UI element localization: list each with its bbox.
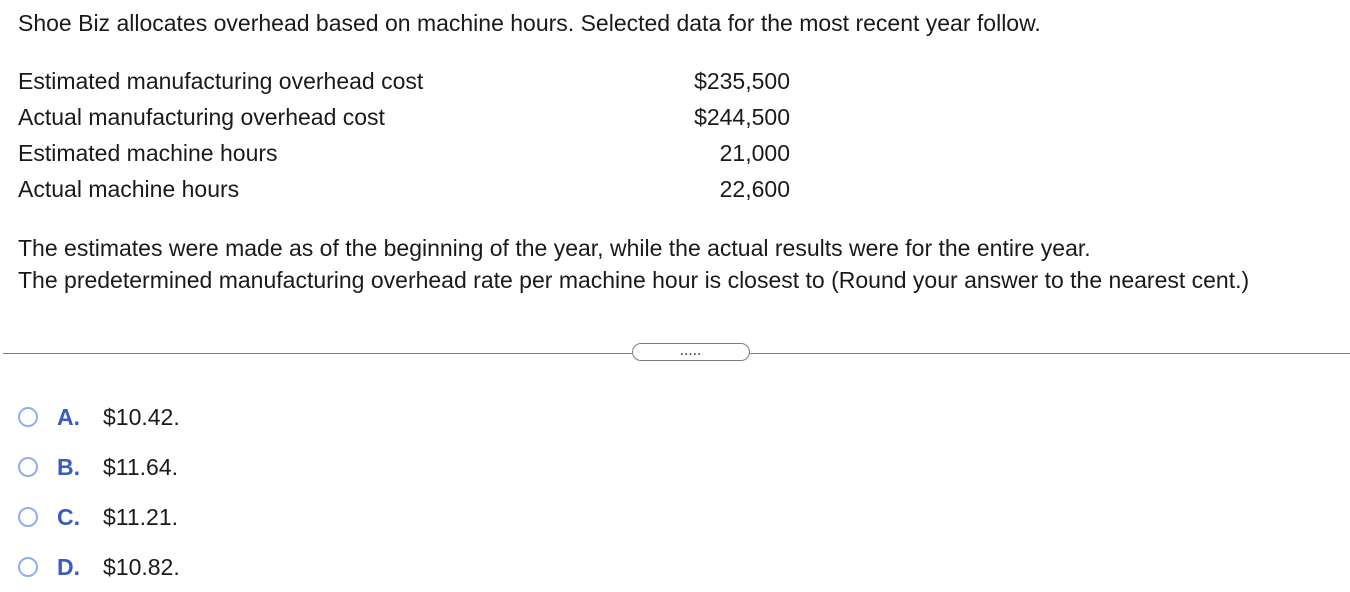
option-text: $10.42. bbox=[103, 403, 180, 430]
option-text: $11.64. bbox=[103, 453, 179, 480]
data-row bbox=[18, 136, 790, 172]
data-label: Actual machine hours bbox=[18, 176, 240, 202]
data-row bbox=[18, 64, 790, 100]
radio-button[interactable] bbox=[18, 407, 38, 427]
question-text bbox=[18, 232, 1343, 296]
option-letter: B. bbox=[57, 453, 80, 480]
radio-button[interactable] bbox=[18, 507, 38, 527]
option-text: $10.82. bbox=[103, 553, 180, 580]
option-c[interactable] bbox=[18, 492, 180, 542]
show-more-button[interactable] bbox=[632, 343, 750, 361]
data-value: $235,500 bbox=[694, 68, 790, 94]
data-row bbox=[18, 172, 790, 208]
option-b[interactable] bbox=[18, 442, 180, 492]
data-label: Actual manufacturing overhead cost bbox=[18, 104, 385, 130]
radio-button[interactable] bbox=[18, 457, 38, 477]
problem-intro: Shoe Biz allocates overhead based on machine hours. Selected data for the most recent year follow. bbox=[18, 10, 1041, 36]
option-d[interactable] bbox=[18, 542, 180, 592]
data-row bbox=[18, 100, 790, 136]
data-label: Estimated machine hours bbox=[18, 140, 278, 166]
question-prompt: The predetermined manufacturing overhead rate per machine hour is closest to (Round your answer to the nearest cent.) bbox=[18, 267, 1250, 293]
option-letter: A. bbox=[57, 403, 80, 430]
data-value: 22,600 bbox=[719, 176, 790, 202]
data-label: Estimated manufacturing overhead cost bbox=[18, 68, 424, 94]
answer-options bbox=[18, 392, 180, 592]
data-value: $244,500 bbox=[694, 104, 790, 130]
option-a[interactable] bbox=[18, 392, 180, 442]
option-text: $11.21. bbox=[103, 503, 179, 530]
data-table bbox=[18, 64, 790, 208]
option-letter: C. bbox=[57, 503, 80, 530]
data-value: 21,000 bbox=[719, 140, 790, 166]
question-context: The estimates were made as of the beginning of the year, while the actual results were for the entire year. bbox=[18, 235, 1091, 261]
ellipsis-icon: ..... bbox=[680, 343, 702, 358]
option-letter: D. bbox=[57, 553, 80, 580]
radio-button[interactable] bbox=[18, 557, 38, 577]
